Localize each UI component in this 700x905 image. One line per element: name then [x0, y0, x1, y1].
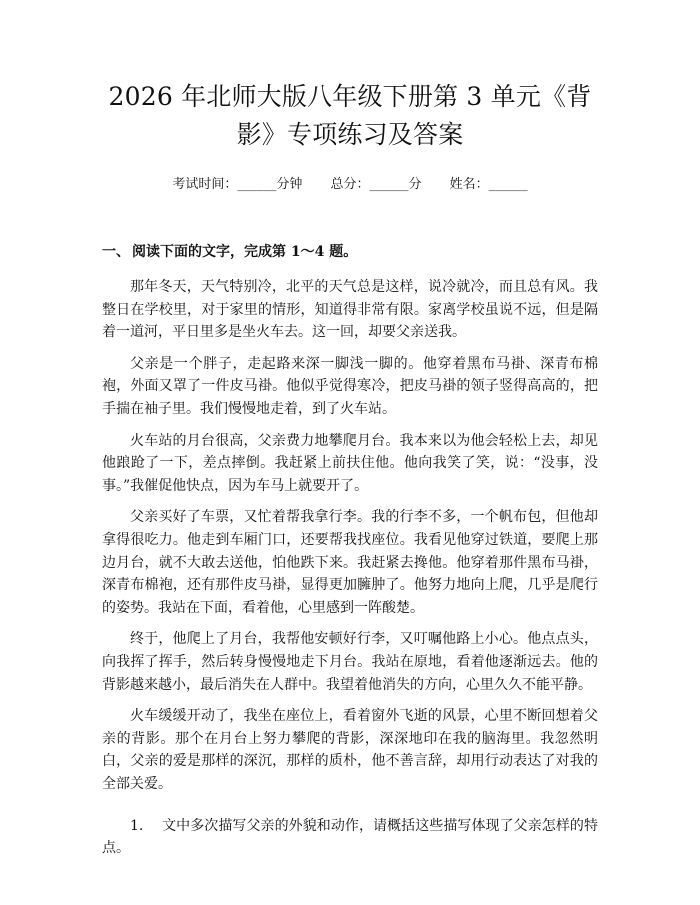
section-number: 一、 — [102, 244, 130, 260]
section-instruction: 阅读下面的文字，完成第 1～4 题。 — [132, 244, 358, 260]
exam-info — [102, 176, 598, 194]
passage-paragraph: 终于，他爬上了月台，我帮他安顿好行李，又叮嘱他路上小心。他点点头，向我挥了挥手，然后转身慢慢地走下月台。我站在原地，看着他逐渐远去。他的背影越来越小，最后消失在人群中。我望着他消失的方向，心里久久不能平静。 — [102, 631, 598, 693]
reading-passage — [102, 276, 598, 795]
passage-paragraph: 父亲是一个胖子，走起路来深一脚浅一脚的。他穿着黑布马褂、深青布棉袍，外面又罩了一件皮马褂。他似乎觉得寒冷，把皮马褂的领子竖得高高的，把手揣在袖子里。我们慢慢地走着，到了火车站。 — [102, 355, 598, 417]
passage-paragraph: 火车站的月台很高，父亲费力地攀爬月台。我本来以为他会轻松上去，却见他踉跄了一下，差点摔倒。我赶紧上前扶住他。他向我笑了笑，说：“没事，没事。”我催促他快点，因为车马上就要开了。 — [102, 432, 598, 494]
passage-paragraph: 那年冬天，天气特别冷，北平的天气总是这样，说冷就冷，而且总有风。我整日在学校里，对于家里的情形，知道得非常有限。家离学校虽说不远，但是隔着一道河，平日里多是坐火车去。这一回，却要父亲送我。 — [102, 279, 598, 341]
question-item — [102, 815, 598, 859]
passage-paragraph: 火车缓缓开动了，我坐在座位上，看着窗外飞逝的风景，心里不断回想着父亲的背影。那个在月台上努力攀爬的背影，深深地印在我的脑海里。我忽然明白，父亲的爱是那样的深沉，那样的质朴，他不善言辞，却用行动表达了对我的全部关爱。 — [102, 708, 598, 792]
exam-time-field: 考试时间：______分钟 — [172, 177, 303, 192]
student-name-field: 姓名：______ — [449, 177, 528, 192]
passage-paragraph: 父亲买好了车票，又忙着帮我拿行李。我的行李不多，一个帆布包，但他却拿得很吃力。他走到车厢门口，还要帮我找座位。我看见他穿过铁道，要爬上那边月台，就不大敢去送他，怕他跌下来。我赶紧去搀他。他穿着那件黑布马褂，深青布棉袍，还有那件皮马褂，显得更加臃肿了。他努力地向上爬，几乎是爬行的姿势。我站在下面，看着他，心里感到一阵酸楚。 — [102, 509, 598, 616]
section-heading — [102, 242, 598, 262]
total-score-field: 总分：______分 — [330, 177, 422, 192]
page-title: 2026 年北师大版八年级下册第 3 单元《背影》专项练习及答案 — [108, 82, 592, 149]
question-text: 文中多次描写父亲的外貌和动作，请概括这些描写体现了父亲怎样的特点。 — [102, 818, 598, 857]
question-number: 1. — [130, 818, 144, 835]
